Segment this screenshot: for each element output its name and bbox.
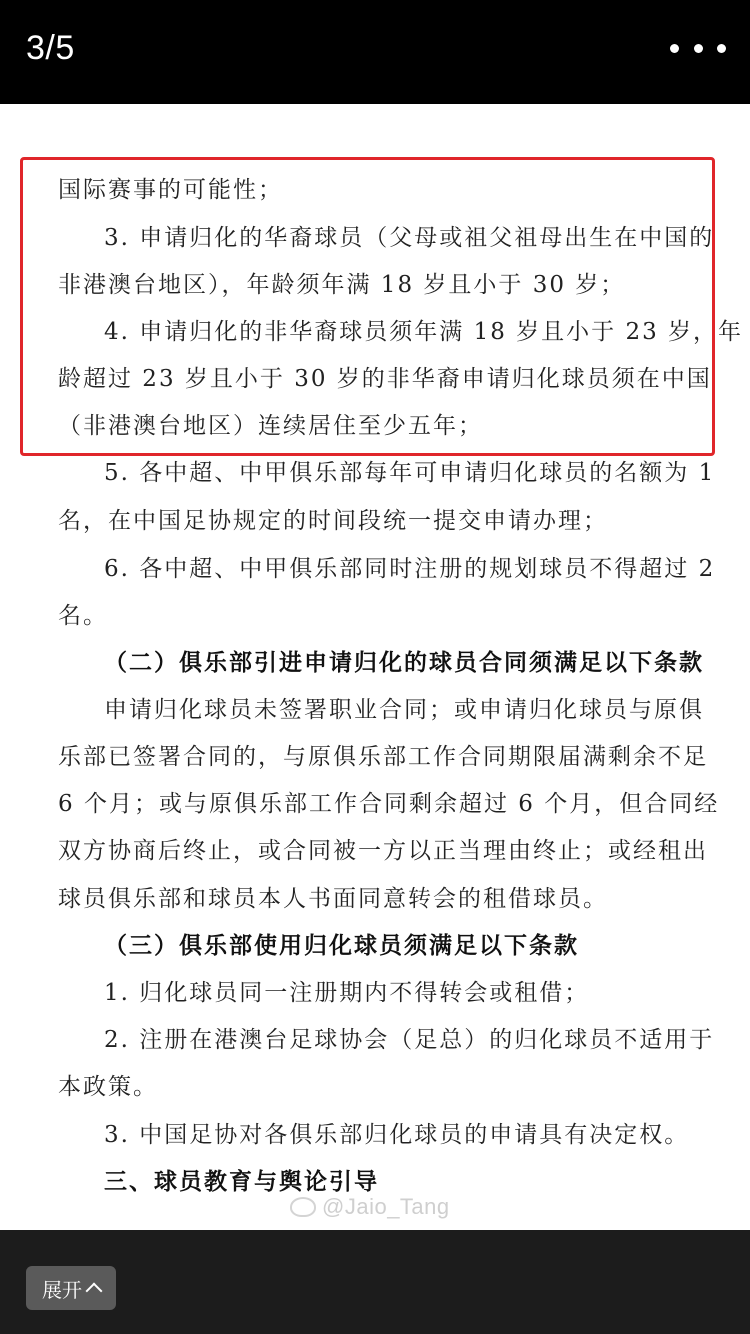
doc-line: 国际赛事的可能性； (58, 177, 283, 203)
doc-line: 5. 各中超、中甲俱乐部每年可申请归化球员的名额为 1 (104, 460, 716, 486)
section-heading: （三）俱乐部使用归化球员须满足以下条款 (104, 932, 579, 959)
doc-line: 本政策。 (58, 1074, 158, 1100)
section-heading: 三、球员教育与舆论引导 (104, 1169, 379, 1195)
doc-line: 名，在中国足协规定的时间段统一提交申请办理； (58, 508, 608, 534)
doc-line: （非港澳台地区）连续居住至少五年； (58, 413, 483, 439)
doc-line: 球员俱乐部和球员本人书面同意转会的租借球员。 (58, 886, 608, 912)
doc-line: 乐部已签署合同的，与原俱乐部工作合同期限届满剩余不足 (58, 744, 708, 770)
section-heading: （二）俱乐部引进申请归化的球员合同须满足以下条款 (104, 649, 704, 676)
doc-line: 2. 注册在港澳台足球协会（足总）的归化球员不适用于 (104, 1027, 715, 1053)
viewer-header (0, 0, 750, 104)
highlight-box (20, 157, 715, 456)
doc-line: 6 个月；或与原俱乐部工作合同剩余超过 6 个月，但合同经 (58, 791, 720, 817)
chevron-up-icon (86, 1283, 103, 1300)
doc-line: 申请归化球员未签署职业合同；或申请归化球员与原俱 (104, 697, 704, 723)
watermark (290, 1194, 450, 1220)
image-counter: 3/5 (26, 29, 75, 67)
doc-line: 1. 归化球员同一注册期内不得转会或租借； (104, 980, 590, 1006)
expand-label: 展开 (42, 1277, 82, 1302)
doc-line: 6. 各中超、中甲俱乐部同时注册的规划球员不得超过 2 (104, 556, 716, 582)
doc-line: 名。 (58, 603, 108, 629)
doc-line: 非港澳台地区），年龄须年满 18 岁且小于 30 岁； (58, 272, 626, 298)
doc-line: 4. 申请归化的非华裔球员须年满 18 岁且小于 23 岁，年 (104, 319, 744, 345)
more-options-icon[interactable] (670, 30, 726, 66)
doc-line: 3. 中国足协对各俱乐部归化球员的申请具有决定权。 (104, 1122, 690, 1148)
document-image (0, 104, 750, 1230)
weibo-icon (290, 1197, 316, 1217)
doc-line: 双方协商后终止，或合同被一方以正当理由终止；或经租出 (58, 838, 708, 864)
expand-button[interactable] (26, 1266, 116, 1310)
doc-line: 龄超过 23 岁且小于 30 岁的非华裔申请归化球员须在中国 (58, 366, 712, 392)
doc-line: 3. 申请归化的华裔球员（父母或祖父祖母出生在中国的 (104, 225, 715, 251)
viewer-footer (0, 1230, 750, 1334)
watermark-text: @Jaio_Tang (322, 1194, 450, 1219)
